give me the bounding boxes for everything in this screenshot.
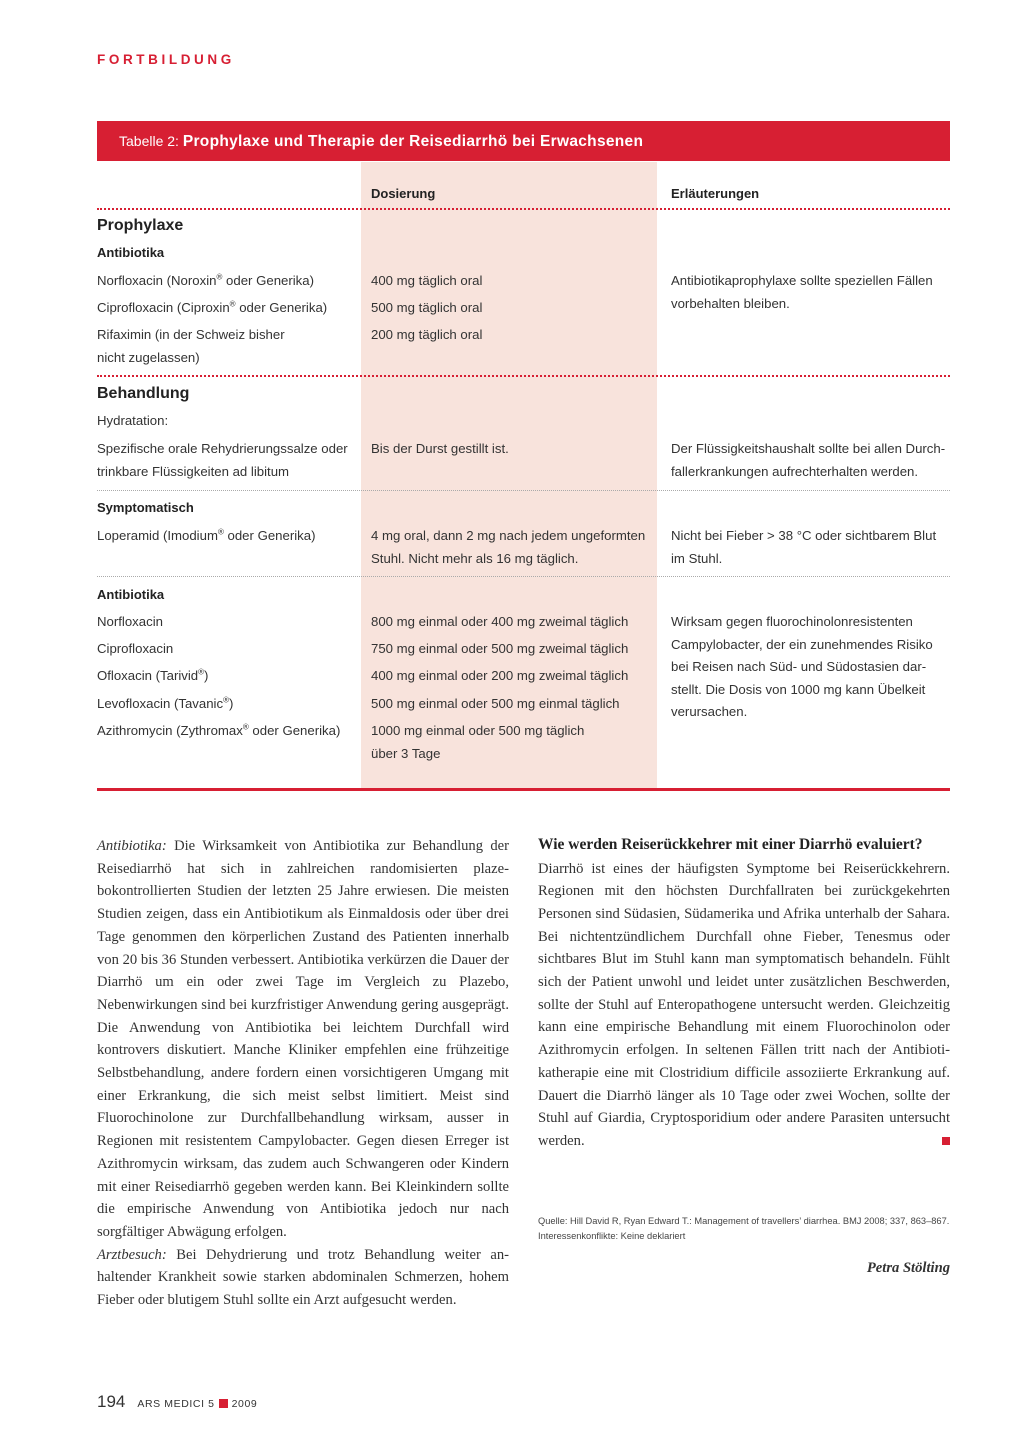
note: Nicht bei Fieber > 38 °C oder sichtbarem Blut im Stuhl. (671, 528, 937, 566)
section-divider (97, 375, 950, 377)
note: Antibiotikaprophylaxe sollte speziellen Fällen vorbehalten bleiben. (671, 273, 933, 311)
table-title-bar (97, 121, 950, 161)
table-label: Tabelle 2: (119, 133, 179, 149)
drug-name: Levofloxacin (Tavanic®) (97, 695, 234, 711)
dosage: 800 mg einmal oder 400 mg zweimal täglich (371, 614, 629, 629)
row-divider (97, 576, 950, 577)
note: Wirksam gegen fluorochinolonresistenten Campylobacter, der ein zunehmendes Risiko bei Reisen nach Süd- und Südostasien dar- stellt. Die Dosis von 1000 mg kann Übelkeit verursachen. (671, 614, 933, 719)
drug-name: Rifaximin (in der Schweiz bisher nicht zugelassen) (97, 327, 285, 365)
drug-name: Ofloxacin (Tarivid®) (97, 667, 209, 683)
section-heading-behandlung: Behandlung (97, 385, 190, 402)
drug-name: Spezifische orale Rehydrierungssalze oder trinkbare Flüssigkeiten ad libitum (97, 441, 348, 479)
left-text-column (97, 835, 509, 1312)
row-divider (97, 490, 950, 491)
paragraph: Arztbesuch: Bei Dehydrierung und trotz Behandlung weiter anhaltender Krankheit sowie starken abdominalen Schmerzen, hohem Fieber oder blutigem Stuhl sollte ein Arzt aufgesucht werden. (97, 1246, 509, 1309)
section-heading-prophylaxe: Prophylaxe (97, 217, 184, 234)
col-header-dosierung: Dosierung (371, 186, 436, 201)
subheading-antibiotika: Antibiotika (97, 587, 165, 602)
dosage: 200 mg täglich oral (371, 327, 483, 342)
page-footer (97, 1392, 257, 1412)
page-number: 194 (97, 1392, 126, 1411)
dosage: 500 mg einmal oder 500 mg einmal täglich (371, 696, 620, 711)
subsection-heading: Wie werden Reiserückkehrer mit einer Diarrhö evaluiert? (538, 836, 923, 853)
subheading-symptomatisch: Symptomatisch (97, 500, 194, 515)
note: Der Flüssigkeitshaushalt sollte bei allen Durch- fallerkrankungen aufrechterhalten werden. (671, 441, 946, 479)
dosage: 400 mg einmal oder 200 mg zweimal täglich (371, 668, 629, 683)
dosage: 500 mg täglich oral (371, 300, 483, 315)
journal-name: ARS MEDICI 5 (137, 1398, 215, 1410)
journal-year: 2009 (231, 1398, 258, 1410)
section-header: FORTBILDUNG (97, 52, 235, 67)
table-bottom-rule (97, 788, 950, 791)
dosage: 750 mg einmal oder 500 mg zweimal täglich (371, 641, 629, 656)
subheading-antibiotika: Antibiotika (97, 245, 165, 260)
dosage: 1000 mg einmal oder 500 mg täglich über 3 Tage (371, 723, 585, 761)
end-mark (942, 1137, 950, 1145)
col-header-erlaeuterungen: Erläuterungen (671, 186, 760, 201)
dosage: 400 mg täglich oral (371, 273, 483, 288)
dosage: Bis der Durst gestillt ist. (371, 441, 509, 456)
right-text-column (538, 834, 950, 1153)
subheading-hydratation: Hydratation: (97, 413, 169, 428)
drug-name: Norfloxacin (Noroxin® oder Generika) (97, 272, 314, 288)
drug-name: Norfloxacin (97, 614, 163, 629)
author-name: Petra Stölting (866, 1260, 950, 1276)
drug-name: Azithromycin (Zythromax® oder Generika) (97, 722, 341, 738)
drug-name: Loperamid (Imodium® oder Generika) (97, 527, 316, 543)
footer-square-mark (219, 1399, 228, 1408)
table-title: Prophylaxe und Therapie der Reisediarrhö bei Erwachsenen (182, 133, 644, 150)
source-note: Quelle: Hill David R, Ryan Edward T.: Management of travellers’ diarrhea. BMJ 2008; 337, 863–867. Interessenkonflikte: Keine deklariert (538, 1216, 950, 1241)
paragraph: Antibiotika: Die Wirksamkeit von Antibiotika zur Behandlung der Reisediarrhö hat sich in zahlreichen randomisierten plazebokontrollierten Studien der letzten 25 Jahre erwiesen. Die meisten Studien zeigen, dass ein Antibiotikum als Einmaldosis oder über drei Tage genommen den körperlichen Zustand des Patienten innerhalb von 20 bis 36 Stunden verbessert. Antibiotika verkürzen die Dauer der Diarrhö um ein oder zwei Tage im Vergleich zu Plazebo, Nebenwirkungen sind bei kurzfristiger Anwendung gering ausgeprägt. Die Anwendung von Antibiotika bei leichtem Durchfall wird kontrovers diskutiert. Manche Kliniker empfehlen eine frühzeitige Selbstbehandlung, andere fordern einen vorsichtigeren Umgang mit einer Erkrankung, die sich meist selbst limitiert. Meist sind Fluorochinolone zur Durchfallbehandlung wirksam, ausser in Regionen mit resistentem Campylobacter. Gegen diesen Erreger ist Azithromycin wirksam, das zudem auch Schwangeren oder Kindern mit einer Reisediarrhö gegeben werden kann. Bei Kleinkindern sollte die empirische Anwendung von Antibiotika jedoch nur nach sorgfältiger Abwägung erfolgen. (97, 838, 509, 1240)
drug-name: Ciprofloxacin (97, 641, 174, 656)
dosage: 4 mg oral, dann 2 mg nach jedem ungeformten Stuhl. Nicht mehr als 16 mg täglich. (371, 528, 646, 566)
drug-name: Ciprofloxacin (Ciproxin® oder Generika) (97, 299, 328, 315)
section-divider (97, 208, 950, 210)
paragraph: Diarrhö ist eines der häufigsten Symptome bei Reiserückkehrern. Regionen mit den höchsten Durchfallraten bei zurückgekehrten Personen sind Südasien, Südamerika und Afrika unterhalb der Sahara. Bei nichtentzündlichem Durchfall ohne Fieber, Tenesmus oder sichtbares Blut im Stuhl kann man symptomatisch behandeln. Fühlt sich der Patient unwohl und leidet unter zusätzlichen Beschwerden, sollte der Stuhl auf Enteropathogene untersucht werden. Gleichzeitig kann eine empirische Behandlung mit einem Fluorochinolon oder Azithromycin erfolgen. In seltenen Fällen tritt nach der Antibiotikatherapie eine mit Clostridium difficile assoziierte Erkrankung auf. Dauert die Diarrhö länger als 10 Tage oder zwei Wochen, sollte der Stuhl auf Giardia, Cryptosporidium oder andere Parasiten untersucht werden. (538, 860, 950, 1149)
